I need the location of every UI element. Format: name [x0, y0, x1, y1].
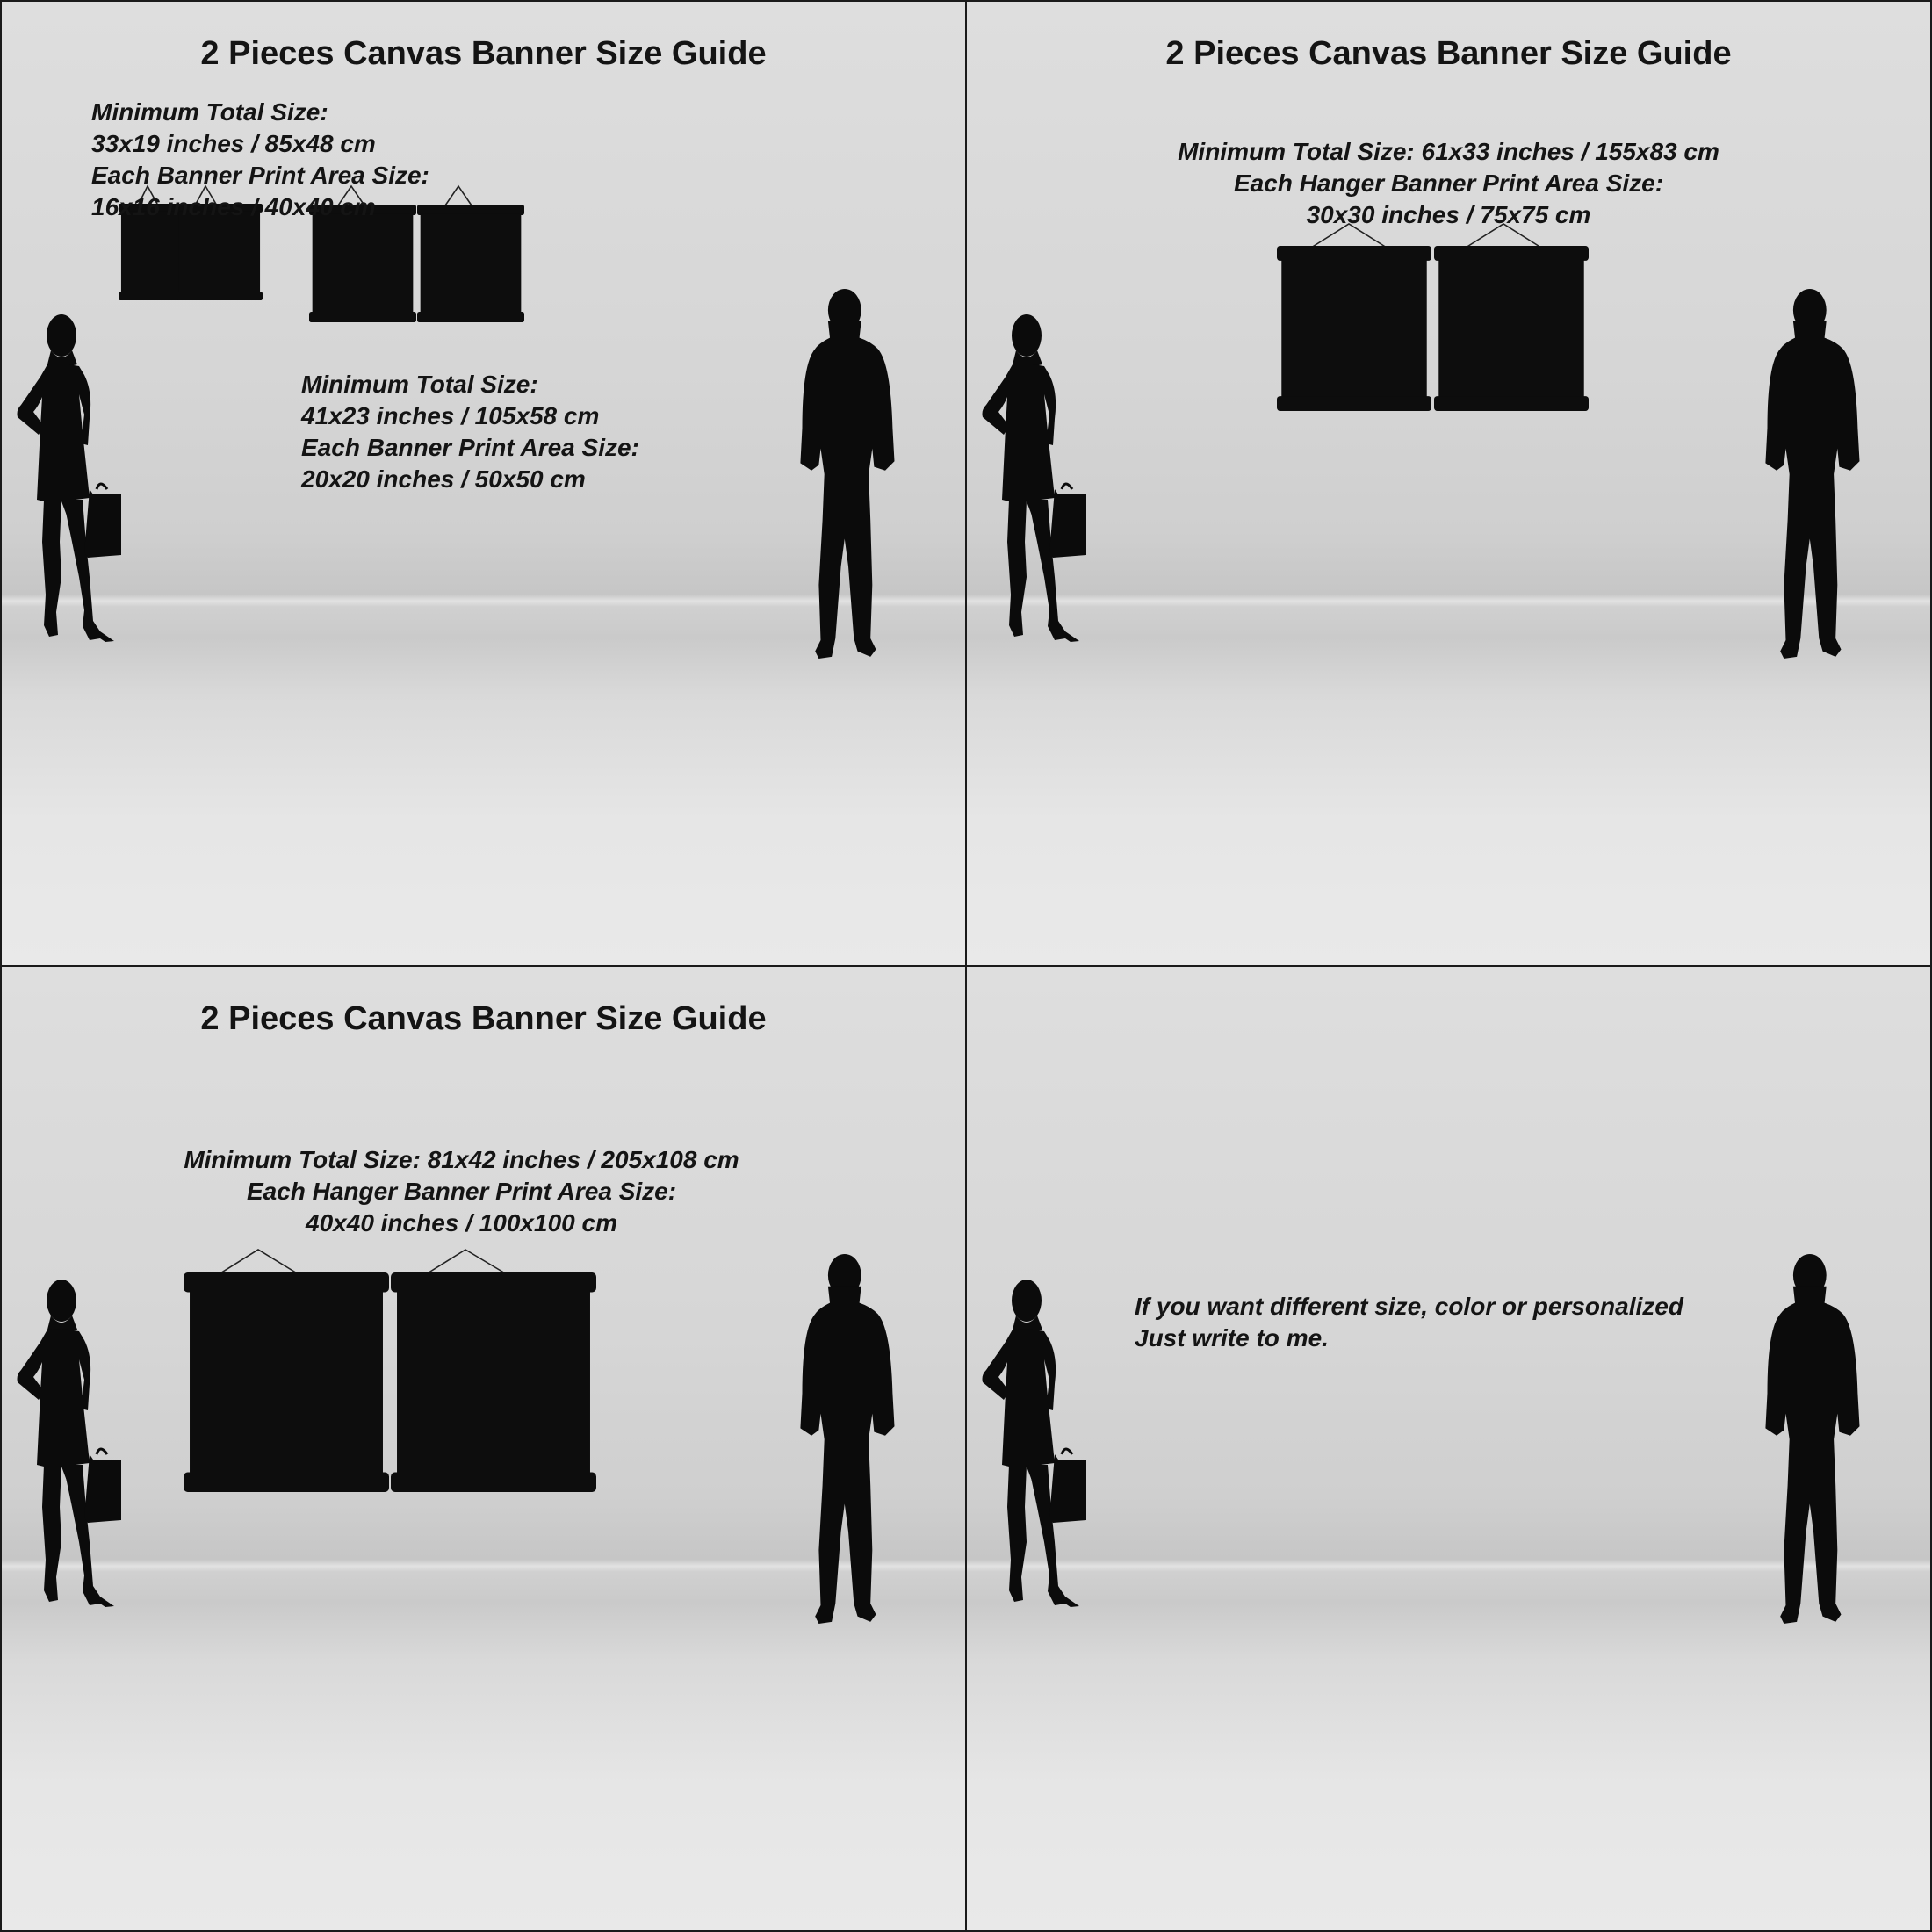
size-guide-panel-3 — [2, 967, 965, 1930]
banner-hanger-icon — [417, 205, 524, 322]
size-caption: Minimum Total Size: 81x42 inches / 205x108 cm Each Hanger Banner Print Area Size: 40x40 inches / 100x100 cm — [184, 1146, 739, 1236]
man-silhouette-icon — [1765, 1254, 1859, 1624]
size-guide-panel-2 — [967, 2, 1930, 965]
custom-size-note: If you want different size, color or personalized Just write to me. — [1135, 1293, 1683, 1352]
man-silhouette-icon — [800, 1254, 894, 1624]
size-caption-small: Minimum Total Size: 33x19 inches / 85x48 cm Each Banner Print Area Size: 16x16 inches / 40x40 cm — [91, 98, 429, 220]
panel-title: 2 Pieces Canvas Banner Size Guide — [1165, 35, 1732, 72]
woman-silhouette-icon — [983, 1280, 1087, 1607]
size-guide-panel-1 — [2, 2, 965, 965]
man-silhouette-icon — [800, 289, 894, 659]
woman-silhouette-icon — [983, 314, 1087, 642]
banner-set-xlarge — [184, 1250, 596, 1492]
woman-silhouette-icon — [18, 1280, 122, 1607]
man-silhouette-icon — [1765, 289, 1859, 659]
panel-title: 2 Pieces Canvas Banner Size Guide — [200, 1000, 767, 1037]
woman-silhouette-icon — [18, 314, 122, 642]
banner-hanger-icon — [391, 1272, 596, 1492]
size-caption-medium: Minimum Total Size: 41x23 inches / 105x58 cm Each Banner Print Area Size: 20x20 inches / 50x50 cm — [301, 371, 639, 493]
size-caption: Minimum Total Size: 61x33 inches / 155x83 cm Each Hanger Banner Print Area Size: 30x30 inches / 75x75 cm — [1178, 138, 1719, 228]
banner-set-large — [1277, 224, 1589, 411]
banner-hanger-icon — [1277, 246, 1431, 411]
banner-hanger-icon — [184, 1272, 389, 1492]
scene — [967, 967, 1930, 1930]
scene — [2, 967, 965, 1930]
banner-hanger-icon — [1434, 246, 1589, 411]
size-guide-panel-4 — [967, 967, 1930, 1930]
panel-title: 2 Pieces Canvas Banner Size Guide — [200, 35, 767, 72]
